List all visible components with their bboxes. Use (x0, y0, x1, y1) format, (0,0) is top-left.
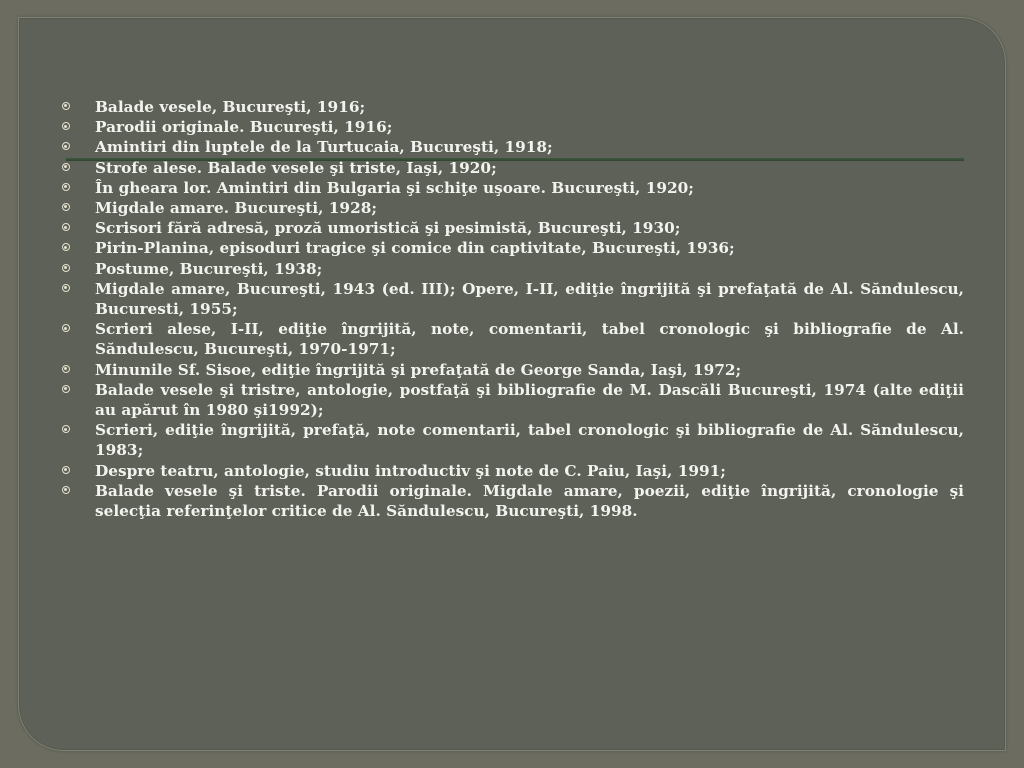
circled-dot-icon (62, 365, 70, 373)
circled-dot-icon (62, 122, 70, 130)
list-item-text: Balade vesele şi tristre, antologie, postfaţă şi bibliografie de M. Dascăli Bucureşti, 1974 (alte ediţii au apărut în 1980 şi1992); (95, 380, 964, 420)
list-item (62, 360, 964, 380)
circled-dot-icon (62, 203, 70, 211)
list-item (62, 259, 964, 279)
list-item-text: Balade vesele şi triste. Parodii originale. Migdale amare, poezii, ediţie îngrijită, cronologie şi selecţia referinţelor critice de Al. Săndulescu, Bucureşti, 1998. (95, 481, 964, 521)
circled-dot-icon (62, 163, 70, 171)
list-item-text: Postume, Bucureşti, 1938; (95, 259, 323, 278)
list-item-text: Balade vesele, Bucureşti, 1916; (95, 98, 366, 116)
list-item-text: Migdale amare. Bucureşti, 1928; (95, 199, 378, 218)
circled-dot-icon (62, 486, 70, 494)
list-item (62, 198, 964, 218)
list-item (62, 137, 964, 157)
list-item (62, 218, 964, 238)
circled-dot-icon (62, 385, 70, 393)
list-item (62, 319, 964, 359)
list-item (62, 279, 964, 319)
list-item-text: Scrisori fără adresă, proză umoristică şi pesimistă, Bucureşti, 1930; (95, 219, 681, 238)
circled-dot-icon (62, 284, 70, 292)
circled-dot-icon (62, 425, 70, 433)
list-item-text: Parodii originale. Bucureşti, 1916; (95, 118, 393, 137)
circled-dot-icon (62, 324, 70, 332)
list-item-text: Scrieri, ediţie îngrijită, prefaţă, note comentarii, tabel cronologic şi bibliografie de Al. Săndulescu, 1983; (95, 421, 964, 460)
list-item (62, 420, 964, 460)
list-item-text: Scrieri alese, I-II, ediţie îngrijită, note, comentarii, tabel cronologic şi bibliografie de Al. Săndulescu, Bucureşti, 1970-1971; (95, 320, 964, 359)
circled-dot-icon (62, 183, 70, 191)
list-item-text: Migdale amare, Bucureşti, 1943 (ed. III); Opere, I-II, ediţie îngrijită şi prefaţată de Al. Săndulescu, Bucuresti, 1955; (95, 279, 964, 319)
circled-dot-icon (62, 223, 70, 231)
list-item-text: Minunile Sf. Sisoe, ediţie îngrijită şi prefaţată de George Sanda, Iaşi, 1972; (95, 360, 742, 379)
list-item (62, 238, 964, 258)
list-item-text: Amintiri din luptele de la Turtucaia, Bucureşti, 1918; (95, 138, 553, 157)
circled-dot-icon (62, 142, 70, 150)
list-item-text: Despre teatru, antologie, studiu introductiv şi note de C. Paiu, Iaşi, 1991; (95, 461, 726, 480)
list-item (62, 481, 964, 521)
list-item (62, 97, 964, 117)
circled-dot-icon (62, 243, 70, 251)
list-item (62, 380, 964, 420)
bibliography-list (62, 97, 964, 521)
list-item (62, 461, 964, 481)
circled-dot-icon (62, 264, 70, 272)
circled-dot-icon (62, 102, 70, 110)
list-item-text: Strofe alese. Balade vesele şi triste, Iaşi, 1920; (95, 158, 497, 177)
circled-dot-icon (62, 466, 70, 474)
list-item (62, 178, 964, 198)
list-item (62, 158, 964, 178)
list-item-text: Pirin-Planina, episoduri tragice şi comice din captivitate, Bucureşti, 1936; (95, 239, 735, 258)
list-item (62, 117, 964, 137)
list-item-text: În gheara lor. Amintiri din Bulgaria şi schiţe uşoare. Bucureşti, 1920; (95, 178, 694, 197)
